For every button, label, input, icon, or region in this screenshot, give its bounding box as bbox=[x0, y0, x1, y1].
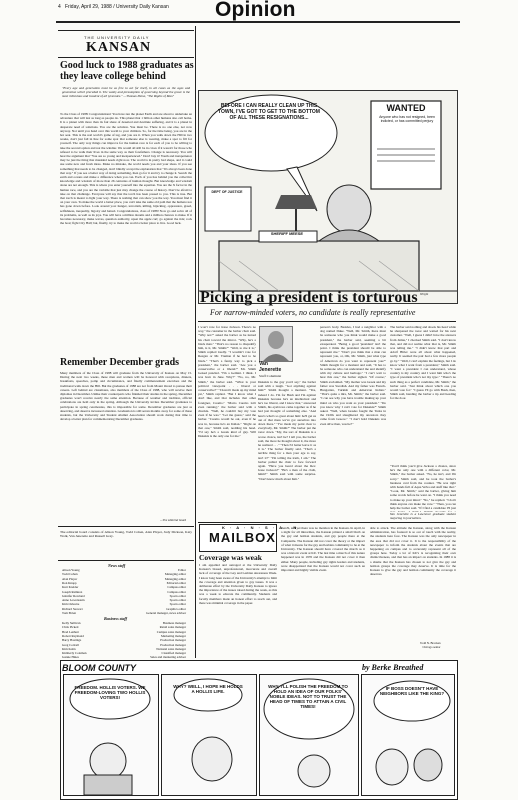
page-number: 4 bbox=[58, 4, 61, 10]
staff-name: Anne Lowenstein bbox=[62, 598, 85, 603]
staff-name: Kim Osborne bbox=[62, 602, 80, 607]
staff-role: Sports editor bbox=[169, 598, 186, 603]
staff-role: Sports editor bbox=[169, 593, 186, 598]
staff-role: Managing editor bbox=[164, 572, 186, 577]
staff-role: Sales and marketing adviser bbox=[150, 655, 186, 660]
editorial2-credit: —The editorial board bbox=[160, 518, 187, 522]
staff-role: Graphics editor bbox=[166, 606, 186, 611]
staff-name: Tom Eblen bbox=[62, 611, 77, 615]
column-text-2: Dukakis is the guy you'd say," the barber said with a laugh. "Got anything against him?" Smith thought a moment. "Yes, indeed I do. I'm for Bush and I'm against Dukakis because he's an intellectual and he's too liberal, and I know that," answered Smith, his eyebrows came together as if he had just thought of something else. "And here's what's so great about him: he'll get us out of that mess we've got ourselves into down there." "I've made my point clear to everybody, Mr. Smith?" The barber put the razor down. "My, the sort of Dukakis is a worse choice, isn't he? I tell you, the barber said, the more he thought about it, the more he realized . . ." "Then I'd better leave it as it is." The barber finally said. "That's a terrible thing for a man your age to say, isn't it?" "I'm telling the truth, I am." The barber pulled the chair to face forward again. "Have you heard about the Rev. Jesse Jackson?" "He's a man of the cloth, hmm?" Smith said with some surprise. "Don't know much about him." bbox=[258, 380, 316, 481]
board-rule bbox=[58, 526, 194, 527]
staff-name: Brad Lenhart bbox=[62, 629, 79, 634]
letter-text-1: I am appalled and outraged at the University Daily Kansan's biased, unprofessional, inaccurate and overall lack of coverage of the Gay and Lesbian Awareness Week. I know long been aware of the University's attempt to limit the coverage and attention given to gay issues. It was a deliberate effort by the University Daily Kansan to ignore the importance of the issues raised during the week, as this was a week to educate the community. Students and faculty members made an honest effort to reach out, and there was minimal coverage in the paper. bbox=[199, 563, 277, 605]
masthead-top-rule bbox=[58, 30, 194, 31]
staff-role: Campus editor bbox=[167, 589, 186, 594]
masthead-small: THE UNIVERSITY DAILY bbox=[84, 35, 150, 40]
page-header-dateline bbox=[58, 4, 169, 10]
news-staff-heading: News staff bbox=[108, 563, 126, 568]
staff-role: Production manager bbox=[160, 642, 186, 647]
author-first-name: Van bbox=[259, 361, 268, 367]
editorial1-epigraph: "Every age and generation must be as free to act for itself, in all cases as the ages and generation which preceded it. The vanity and presumption of governing beyond the grave is the most ridiculous and insolent of all tyrannies." —Thomas Paine, "The Rights of Man" bbox=[62, 86, 190, 98]
staff-name: Alan Player bbox=[62, 576, 78, 581]
staff-name: Jennifer Rowland bbox=[62, 593, 85, 598]
staff-name: Chris Pickett bbox=[62, 625, 79, 630]
column-text-3: person's body. Besides, I had a neighbor with a dog named Duke. "Well, Mr. Smith, there must be someone who you think would make a good president," the barber said, seeming a bit exasperated. "Being a good 'president' isn't the point. I think the president should be able to represent me." "Don't you think that a man can represent you, or, OK, Mr. Smith, just what type of American do you want to represent you?" Smith thought for a moment and said, "It has to be someone who can understand me and identify with my culture and heritage." "I can't wait to hear this one," the barber sighed. "Of course," Smith exclaimed. "My mother was Greek and my father was Swedish. And my father was French-Hungarian, Turkish and American Indian." "That's quite a mix, Mr. Smith," the barber said. "I can see why you have trouble making up your mind on who you want as your president." "Do you know why I can't vote for Dukakis?" Smith asked. "Well, when Greeks fought the Turks in the 1920s and slaughtered my ancestors they came from Greece." "I don't hold Dukakis was even alive then, was he?" bbox=[320, 325, 386, 426]
staff-role: Campus editor bbox=[167, 585, 186, 590]
comic-panel-1-text: FREEDOM. HOLLIS VOTERS. WE FREEDOM-LOVING TWO HOLLIS VOTERS! bbox=[74, 685, 146, 701]
mailbox-title: MAILBOX bbox=[209, 530, 276, 545]
staff-role: Production manager bbox=[160, 638, 186, 643]
staff-role: Classified manager bbox=[161, 651, 186, 656]
staff-role: General manager, news adviser bbox=[146, 611, 186, 615]
staff-role: Retail sales manager bbox=[159, 625, 186, 630]
staff-role: Sports editor bbox=[169, 602, 186, 607]
staff-role: Campus sales manager bbox=[156, 629, 186, 634]
cartoon-desk-sign: SHERIFF MEESE bbox=[270, 231, 304, 236]
masthead-bottom-rule bbox=[58, 57, 194, 58]
staff-name: Ron Knapp bbox=[62, 580, 77, 585]
letter-headline: Coverage was weak bbox=[199, 553, 262, 562]
staff-name: Kim Kohn bbox=[62, 646, 76, 651]
column-text-4: The barber said nothing and shook his head while he sharpened the razor and waited for his next customer. "Well, I guess I didn't have the answers from Jamie," I checked Smith said. "I don't know that, and did not realize what that is, Mr. Smith was telling me." "I didn't know that part and Adolf Hitler were all about what happened, really. It seemed the pair had a few more people go by." "Well, I can't explain the feelings, but I do know what I want from a president," Smith said. "I want a president I can understand, whose country is my country and I want him who's the type of president who's not my type." "There's no such thing as a perfect candidate, Mr. Smith," the barber said. "Just think about which one you would vote for." "I guess I'll go with Bush, then, Smith said, handing the barber a tip and heading for the door. bbox=[390, 325, 456, 401]
business-staff-heading: Business staff bbox=[104, 616, 127, 621]
staff-name: Todd Cohen bbox=[62, 572, 78, 577]
staff-role: Marketing manager bbox=[160, 633, 186, 638]
staff-rule bbox=[58, 560, 194, 561]
letter-text-2: march, and yet there was no mention in the Kansan. In April, in a night for all minorities, the Kansan printed a small blurb on the gay and lesbian students, and gay people there at the Campanile. The Kansan did not cover the theory or the impact of what it means for the gay and lesbian community to be at the University. The Kansan should have covered the march as it was a historic event at KU. The last time a march of this nature happened was in 1976 and the Kansan did not cover it then either. Many people, including gay rights leaders and students, were disappointed that the Kansan would not cover such an important and highly visible event. bbox=[281, 526, 365, 573]
staff-name: Joseph Ramirez bbox=[62, 589, 83, 594]
comic-panel-3-text: WHY, I'LL POLISH THE FREEDOM TO HOLD AN IDEA OF OUR FOLKS' NOBLE IDEAS. NOT TO TRUST THE HEAD OF TIMES TO ATTAIN A CIVIL TIMES! bbox=[268, 684, 348, 709]
column-divider bbox=[195, 26, 196, 658]
header-rule bbox=[56, 21, 460, 23]
staff-name: Greg Cottrell bbox=[62, 642, 79, 647]
author-note: Van Jenerette is a Lawrence graduate student majoring in journalism. bbox=[390, 512, 456, 521]
column-headline: Picking a president is torturous bbox=[200, 289, 418, 306]
staff-row bbox=[62, 599, 186, 603]
editorial1-headline: Good luck to 1988 graduates as they leave college behind bbox=[60, 60, 194, 82]
editorial2-body: Many members of the Class of 1988 will graduate from the University of Kansas on May 15. During the next two weeks, these men and women will be honored with receptions, dinners, breakfasts, speeches, pomp and circumstance, and finally commencement exercises and the traditional walk down the Hill. But the graduates of 1988 are not from Mount Oread to pursue their careers. Left behind are classmates, also members of the Class of 1988, who will receive their diplomas in December. Unlike their counterparts who finished their studies in the spring, December graduates won't receive nearly the same attention. Because of weather and tradition, official celebrations are held only in the spring. Although the University invites December graduates to participate in spring ceremonies, this is impossible for some. December graduates are just as deserving, and deserve increased attention. Graduation is still seven months away for some of these students, but the University and Student Alumni Association should work during that time to develop a better plan for commemorating December graduates. bbox=[60, 371, 192, 422]
staff-name: Kimberly Coleman bbox=[62, 651, 87, 656]
column-deck: For narrow-minded voters, no candidate is really representative bbox=[210, 308, 416, 317]
staff-name: Barry Hastings bbox=[62, 638, 82, 643]
section-title: Opinion bbox=[215, 0, 296, 21]
mailbox-kicker: K · A · N · S · A · N bbox=[222, 525, 299, 530]
comic-byline: by Berke Breathed bbox=[362, 663, 424, 672]
mailbox-rule bbox=[198, 522, 456, 523]
cartoon-wanted-sub: Anyone who has not resigned, been indicted, or has committed perjury bbox=[379, 115, 435, 124]
comic-panel-2-text: WHY? WELL, I HOPE HE HOLDS A HOLLIS LIFE. bbox=[173, 684, 243, 695]
cartoon-wanted-title: WANTED bbox=[386, 103, 426, 113]
staff-role: Editorial editor bbox=[166, 580, 186, 585]
staff-name: Kurt Kreider bbox=[62, 585, 79, 590]
date-line: Friday, April 29, 1988 / University Daily Kansan bbox=[64, 4, 169, 10]
staff-name: Richard Stewart bbox=[62, 606, 83, 611]
author-last-name: Jenerette bbox=[259, 367, 282, 373]
staff-role: Editor bbox=[178, 568, 186, 572]
editorial-board-note: The editorial board consists of Alison Young, Todd Cohen, Alan Player, Judy Dickson, Katy Wolk, Van Jenerette and Russell Gray. bbox=[60, 530, 192, 539]
column-rule bbox=[198, 321, 456, 322]
staff-name: Robert Raymond bbox=[62, 633, 84, 638]
author-photo bbox=[259, 326, 293, 362]
staff-role: Managing editor bbox=[164, 576, 186, 581]
staff-role: National sales manager bbox=[156, 646, 186, 651]
staff-role: Business manager bbox=[162, 621, 186, 625]
letter-signoff: Todd N. Bracken Chicago senior bbox=[420, 641, 441, 649]
comic-title: BLOOM COUNTY bbox=[62, 663, 136, 673]
letter-text-3: able to attack. The attitude the Kansan, along with the Kansan administration, has fostered is so out of touch with the reality, the students here face. The Kansan was the only newspaper in the area that did not cover it. It is the responsibility of the newspaper to inform the students about the events that are happening on campus and to accurately represent all of the groups here. Today a lot of KU's is recognizing their own distinctiveness, and that has an impact on students. In 1988 it is a shame that the Kansan has chosen to not give the gay and lesbian groups the coverage they deserve. It is time for the Kansan to give the gay and lesbian community the coverage it deserves. bbox=[370, 526, 456, 577]
column-text-1: I won't vote for Jesse Jackson. There's no way," the customer in the barber chair said. "Why not?" asked the barber as he turned his chair toward the mirror. "Why, he's a black man." "That's no reason to disqualify him, is it, Mr. Smith?" "Well, to me it is," Smith replied loudly. "I wouldn't vote for Reagan or Mr. Truman if he had to be black." "That's a funny way to pick a president," the barber said. "Are you a conservative or a liberal?" Mr. Smith looked puzzled. "I'm a Gemini. I think. I was born in June. Why?" "No, no, Mr. Smith," the barber said. "What is your political viewpoint . . . liberal or conservative?" "I haven't made up my mind yet," Smith replied. "But I know what I don't like, and that includes that other foreigner, Cuomo." "Mario Cuomo isn't even running," the barber said with a chuckle. "Well, he couldn't buy my vote even if he was." "Let me guess," said the barber. "Cuomo would be out, even if he was in, because he's an Italian." "Right on that one," Smith said, nodding his head. "I'd say he's a Greek kind of guy. Will Dukakis is the only one for me." bbox=[198, 325, 256, 439]
editorial1-body: To the Class of 1988: Congratulations! You have run the planet Earth and are about to undertake an adventure that will last as long as people do. This planet that 1 billion other humans also call home. It is a planet with more than its fair share of deserted and destitute suffering, and it is a planet in desperate need of solutions. You are the solution. You must be. There is no one else, not now anyway. Not until you hand over this world to your children. So, for the time being, you are in the hot seat. This is the real world's game of tag, and you are it. When you walk down the Hill in two weeks, don't just fall in line for some spot that someone else is wearing, make a spot to fill for yourself. The only way things can improve for the human race is for each of you to be willing to take the second option and not the windier. We would all still be in caves if it weren't for those who refused to be walk their lives in the same way as their forefathers. Change is necessary. You will hear the argument that "You are so young and inexperienced." Don't buy it! Youth and inexperience may be just the thing that mankind needs right now. The world is in pretty bad shape, and it could use some new and fresh ideas. Make no mistake, the world needs you and your ideas. If you see something that needs to be changed, don't blindly accept the explanation that "It's always been done that way." If you see a better way of doing something, then go for it and try to change it. Search the earth and oceans and make a difference when you can. Each of you has behind you the collective knowledge and wisdom of more than 26 centuries of human thought. But knowledge and wisdom alone are not enough. This is where you enter yourself into the equation. You are the X factor in the human race, and you are the variable that just may change the course of history. Don't be afraid to take on that challenge. Everyone will say that the torch has been passed to you. This is true. But that torch is meant to light your way. There is nothing that can show you the way. You must find it on your own. To make the world a better place, you can't take the same old path that the human race has gone down before. Look around you: hunger, terrorism, killing, hijacking, oppression, greed, selfishness, inequality, bigotry and hatred. Congratulations, class of 1988! Now go and solve all of its problems, as well as its joys. You will have a million dreams and a million chances to make. If it becomes necessary, make waves, question authority, upset the apple cart; go against the tide; rock the boat; fight City Hall; but, finally, try to make the world a better place to live. Good luck. bbox=[60, 112, 192, 226]
staff-name: Alison Young bbox=[62, 568, 80, 572]
cartoon-speech-text: BEFORE I CAN REALLY CLEAN UP THIS TOWN, I'VE GOT TO GET TO THE BOTTOM OF ALL THESE RESIGNATIONS... bbox=[218, 103, 320, 121]
author-role: Staff Columnist bbox=[259, 374, 282, 378]
staff-name: Kelly Sullivan bbox=[62, 621, 81, 625]
staff-name: Jeanne Hines bbox=[62, 655, 79, 660]
editorial2-headline: Remember December grads bbox=[60, 357, 180, 368]
masthead-big: KANSAN bbox=[86, 40, 152, 55]
column-text-5: "You'd think you'd give Jackson a chance, since he's the only one with a different color, Mr. Smith," the barber asked. "No, he isn't, and I'm sorry." Smith said, and he took the barber's business card from the counter. "He was right with hands full of Aqua Velva and stuff like that." "Look, Mr. Smith," said the barber, giving him some words before he went on. "I think you need to make up your mind." "No," he replied. "I don't think anyone can make me vote." "Then, you can help the barber said. "If I find a candidate I'll just bbox=[390, 464, 456, 511]
cartoon-artist: Wright bbox=[420, 292, 429, 296]
comic-panel-4-text: IF BOSS DOESN'T HAVE NEIGHBORS LIKE THE KING? bbox=[379, 686, 445, 697]
cartoon-door-sign: DEPT OF JUSTICE bbox=[211, 190, 243, 194]
